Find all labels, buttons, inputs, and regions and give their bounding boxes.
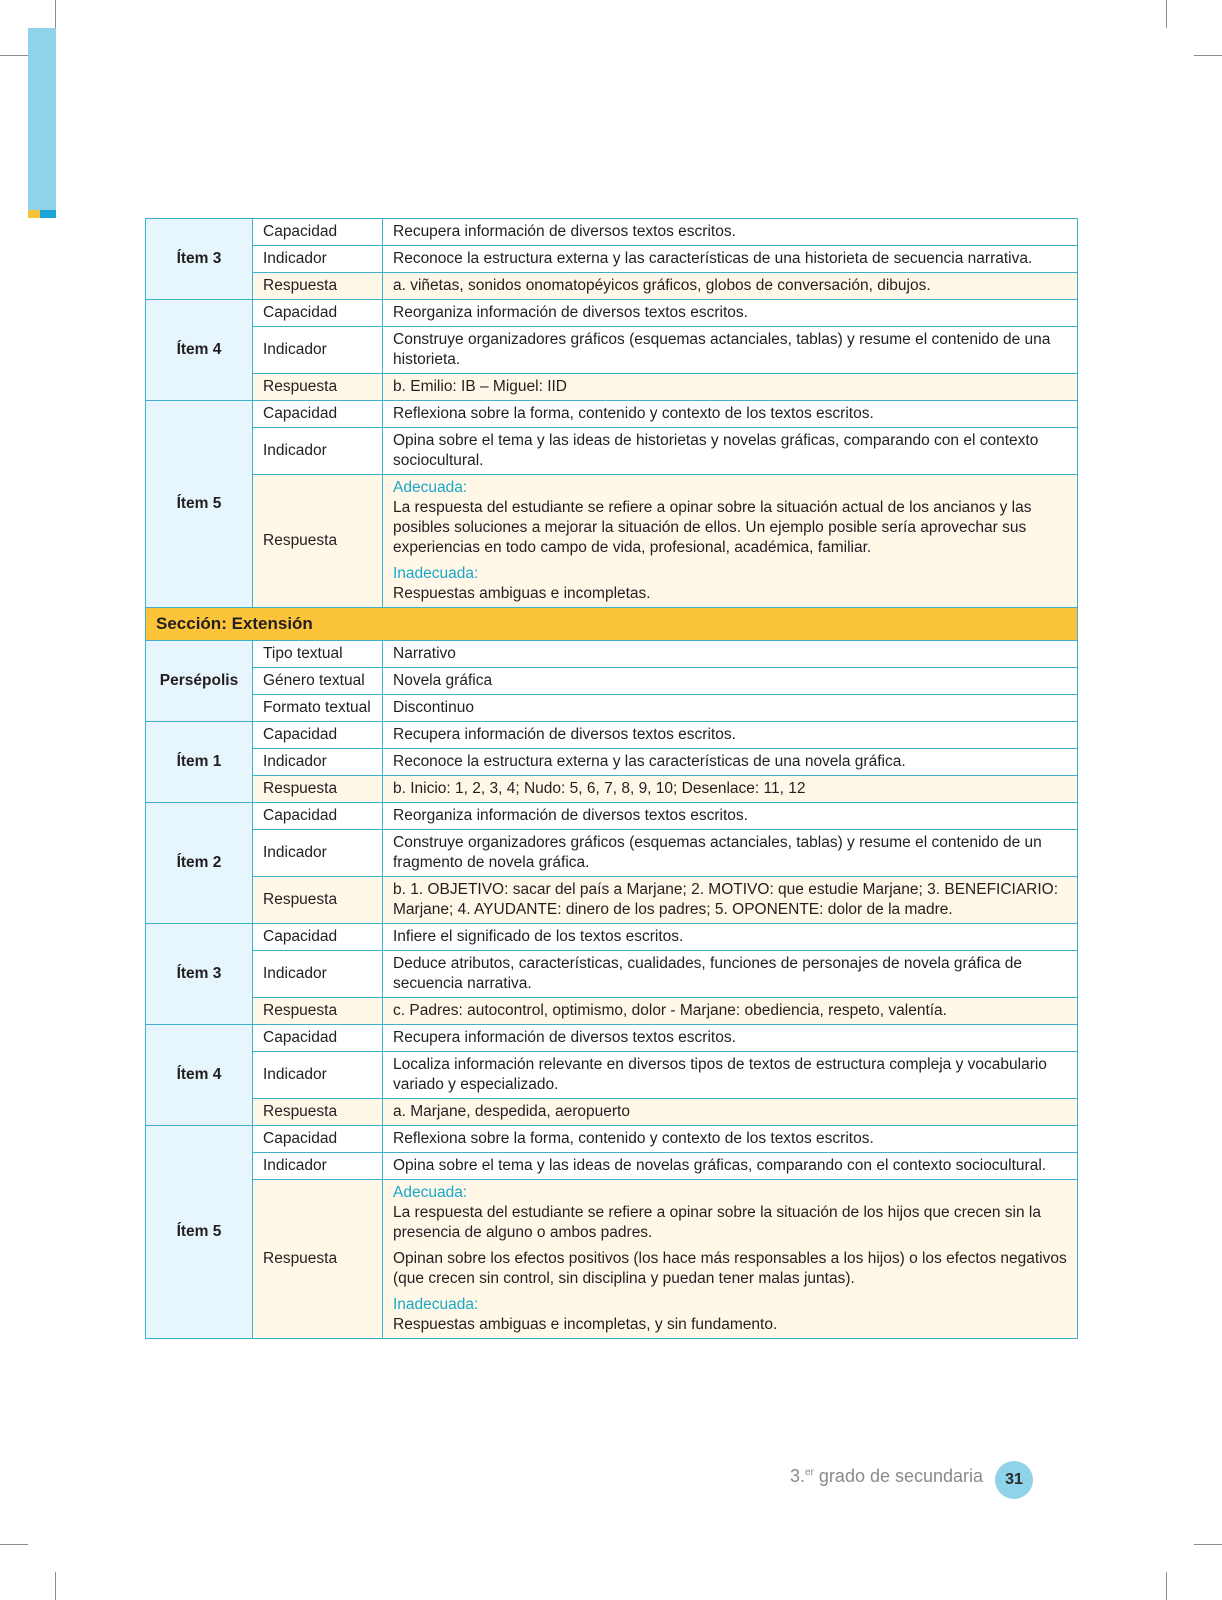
row-key: Indicador — [253, 749, 383, 776]
row-key: Respuesta — [253, 475, 383, 608]
row-value: Reorganiza información de diversos textos escritos. — [383, 803, 1078, 830]
row-value: Reflexiona sobre la forma, contenido y contexto de los textos escritos. — [383, 401, 1078, 428]
row-key: Indicador — [253, 428, 383, 475]
row-value: Reconoce la estructura externa y las características de una historieta de secuencia narrativa. — [383, 246, 1078, 273]
row-key: Capacidad — [253, 401, 383, 428]
inadecuada-text: Respuestas ambiguas e incompletas, y sin fundamento. — [393, 1316, 778, 1333]
inadecuada-text: Respuestas ambiguas e incompletas. — [393, 585, 651, 602]
row-value: Recupera información de diversos textos escritos. — [383, 722, 1078, 749]
item-label: Ítem 4 — [146, 1025, 253, 1126]
row-value: Reorganiza información de diversos textos escritos. — [383, 300, 1078, 327]
row-value: Reconoce la estructura externa y las características de una novela gráfica. — [383, 749, 1078, 776]
item-label: Persépolis — [146, 641, 253, 722]
row-value: Discontinuo — [383, 695, 1078, 722]
grade-number: 3. — [790, 1466, 806, 1486]
adecuada-text: La respuesta del estudiante se refiere a opinar sobre la situación de los hijos que crecen sin la presencia de alguno o ambos padres. — [393, 1204, 1041, 1241]
row-key: Indicador — [253, 246, 383, 273]
row-value: Recupera información de diversos textos escritos. — [383, 219, 1078, 246]
row-value: b. 1. OBJETIVO: sacar del país a Marjane; 2. MOTIVO: que estudie Marjane; 3. BENEFICIARIO: Marjane; 4. AYUDANTE: dinero de los padres; 5. OPONENTE: dolor de la madre. — [383, 877, 1078, 924]
answer-key-table — [145, 218, 1078, 1339]
row-key: Indicador — [253, 1153, 383, 1180]
adecuada-label: Adecuada: — [393, 479, 468, 496]
inadecuada-label: Inadecuada: — [393, 1296, 479, 1313]
row-key: Respuesta — [253, 1180, 383, 1339]
row-value: Infiere el significado de los textos escritos. — [383, 924, 1078, 951]
grade-text: grado de secundaria — [813, 1466, 984, 1486]
row-key: Respuesta — [253, 1099, 383, 1126]
row-value: Narrativo — [383, 641, 1078, 668]
row-key: Género textual — [253, 668, 383, 695]
row-key: Formato textual — [253, 695, 383, 722]
row-key: Tipo textual — [253, 641, 383, 668]
row-value — [383, 1180, 1078, 1339]
row-key: Respuesta — [253, 374, 383, 401]
side-color-bar — [28, 28, 56, 210]
row-key: Respuesta — [253, 776, 383, 803]
grade-superscript: er — [805, 1467, 814, 1478]
row-value: Novela gráfica — [383, 668, 1078, 695]
row-value: Construye organizadores gráficos (esquemas actanciales, tablas) y resume el contenido de un fragmento de novela gráfica. — [383, 830, 1078, 877]
row-value: c. Padres: autocontrol, optimismo, dolor - Marjane: obediencia, respeto, valentía. — [383, 998, 1078, 1025]
row-value: a. Marjane, despedida, aeropuerto — [383, 1099, 1078, 1126]
adecuada-text-2: Opinan sobre los efectos positivos (los hace más responsables a los hijos) o los efectos negativos (que crecen sin control, sin disciplina y puedan tener malas juntas). — [393, 1250, 1067, 1287]
item-label: Ítem 4 — [146, 300, 253, 401]
row-key: Capacidad — [253, 219, 383, 246]
row-value: Recupera información de diversos textos escritos. — [383, 1025, 1078, 1052]
row-value: a. viñetas, sonidos onomatopéyicos gráficos, globos de conversación, dibujos. — [383, 273, 1078, 300]
row-value: Reflexiona sobre la forma, contenido y contexto de los textos escritos. — [383, 1126, 1078, 1153]
item-label: Ítem 5 — [146, 1126, 253, 1339]
item-label: Ítem 1 — [146, 722, 253, 803]
row-key: Capacidad — [253, 722, 383, 749]
row-key: Respuesta — [253, 998, 383, 1025]
row-value: b. Emilio: IB – Miguel: IID — [383, 374, 1078, 401]
row-key: Capacidad — [253, 924, 383, 951]
row-value: Deduce atributos, características, cualidades, funciones de personajes de novela gráfica de secuencia narrativa. — [383, 951, 1078, 998]
adecuada-text: La respuesta del estudiante se refiere a opinar sobre la situación actual de los ancianos y las posibles soluciones a mejorar la situación de ellos. Un ejemplo posible sería aprovechar sus experiencias en todo campo de vida, profesional, académica, familiar. — [393, 499, 1032, 556]
row-key: Capacidad — [253, 803, 383, 830]
row-value: Localiza información relevante en diversos tipos de textos de estructura compleja y vocabulario variado y especializado. — [383, 1052, 1078, 1099]
item-label: Ítem 2 — [146, 803, 253, 924]
row-value — [383, 475, 1078, 608]
grade-footer — [790, 1466, 983, 1487]
item-label: Ítem 5 — [146, 401, 253, 608]
row-value: Opina sobre el tema y las ideas de novelas gráficas, comparando con el contexto sociocultural. — [383, 1153, 1078, 1180]
row-value: Opina sobre el tema y las ideas de historietas y novelas gráficas, comparando con el contexto sociocultural. — [383, 428, 1078, 475]
row-key: Capacidad — [253, 1126, 383, 1153]
item-label: Ítem 3 — [146, 924, 253, 1025]
row-key: Indicador — [253, 1052, 383, 1099]
inadecuada-label: Inadecuada: — [393, 565, 479, 582]
adecuada-label: Adecuada: — [393, 1184, 468, 1201]
row-key: Indicador — [253, 830, 383, 877]
item-label: Ítem 3 — [146, 219, 253, 300]
row-key: Respuesta — [253, 877, 383, 924]
section-title: Sección: Extensión — [146, 608, 1078, 641]
row-value: Construye organizadores gráficos (esquemas actanciales, tablas) y resume el contenido de una historieta. — [383, 327, 1078, 374]
row-key: Capacidad — [253, 1025, 383, 1052]
row-key: Respuesta — [253, 273, 383, 300]
row-key: Indicador — [253, 327, 383, 374]
page-number: 31 — [995, 1461, 1033, 1499]
row-value: b. Inicio: 1, 2, 3, 4; Nudo: 5, 6, 7, 8, 9, 10; Desenlace: 11, 12 — [383, 776, 1078, 803]
row-key: Indicador — [253, 951, 383, 998]
row-key: Capacidad — [253, 300, 383, 327]
